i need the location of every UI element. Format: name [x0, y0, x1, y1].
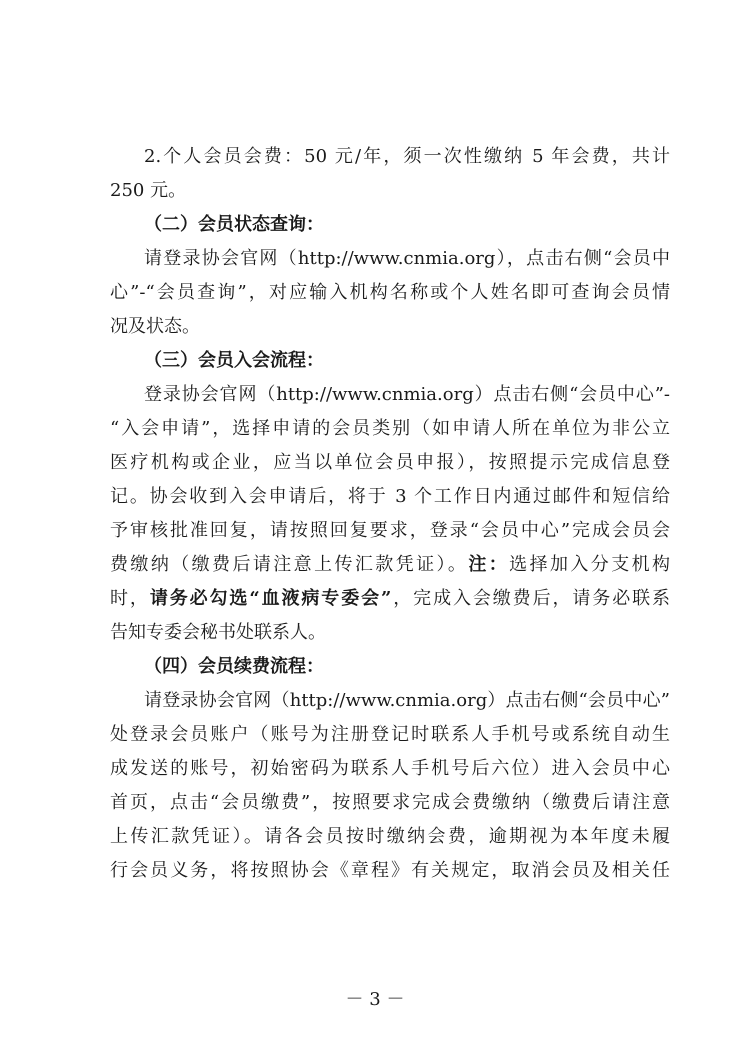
paragraph-line: 请登录协会官网（http://www.cnmia.org），点击右侧“会员中 — [144, 248, 670, 269]
fee-text-line: 250 元。 — [110, 180, 187, 201]
paragraph-line: 行会员义务，将按照协会《章程》有关规定，取消会员及相关任 — [110, 860, 670, 881]
paragraph-line: 首页，点击“会员缴费”，按照要求完成会费缴纳（缴费后请注意 — [110, 792, 670, 813]
note-label: 注： — [468, 554, 510, 575]
paragraph-line — [110, 548, 670, 582]
document-body — [110, 140, 670, 888]
paragraph-text: 选择加入分支机构 — [509, 554, 670, 575]
section-heading-renewal-process: （四）会员续费流程： — [144, 656, 324, 677]
paragraph-line: 记。协会收到入会申请后，将于 3 个工作日内通过邮件和短信给 — [110, 486, 670, 507]
paragraph-line: 心”-“会员查询”，对应输入机构名称或个人姓名即可查询会员情 — [110, 282, 670, 303]
paragraph-text: ，完成入会缴费后，请务必联系 — [391, 588, 670, 609]
paragraph-line: 成发送的账号，初始密码为联系人手机号后六位）进入会员中心 — [110, 758, 670, 779]
page-number: － 3 － — [345, 989, 405, 1010]
paragraph-line: 告知专委会秘书处联系人。 — [110, 622, 326, 643]
paragraph-line — [110, 582, 670, 616]
paragraph-line: 予审核批准回复，请按照回复要求，登录“会员中心”完成会员会 — [110, 520, 670, 541]
paragraph-text: 时， — [110, 588, 150, 609]
paragraph-line: 医疗机构或企业，应当以单位会员申报），按照提示完成信息登 — [110, 452, 670, 473]
fee-text-line: 2.个人会员会费：50 元/年，须一次性缴纳 5 年会费，共计 — [144, 146, 670, 167]
section-heading-status-query: （二）会员状态查询： — [144, 214, 324, 235]
paragraph-line: 况及状态。 — [110, 316, 200, 337]
paragraph-text: 费缴纳（缴费后请注意上传汇款凭证）。 — [110, 554, 469, 575]
section-heading-join-process: （三）会员入会流程： — [144, 350, 324, 371]
paragraph-line: 请登录协会官网（http://www.cnmia.org）点击右侧“会员中心” — [144, 690, 670, 711]
paragraph-line: 处登录会员账户（账号为注册登记时联系人手机号或系统自动生 — [110, 724, 670, 745]
paragraph-line: 登录协会官网（http://www.cnmia.org）点击右侧“会员中心”- — [144, 384, 670, 405]
paragraph-line: 上传汇款凭证）。请各会员按时缴纳会费，逾期视为本年度未履 — [110, 826, 670, 847]
paragraph-line: “入会申请”，选择申请的会员类别（如申请人所在单位为非公立 — [110, 418, 670, 439]
emphasis-text: 请务必勾选“血液病专委会” — [149, 588, 392, 609]
